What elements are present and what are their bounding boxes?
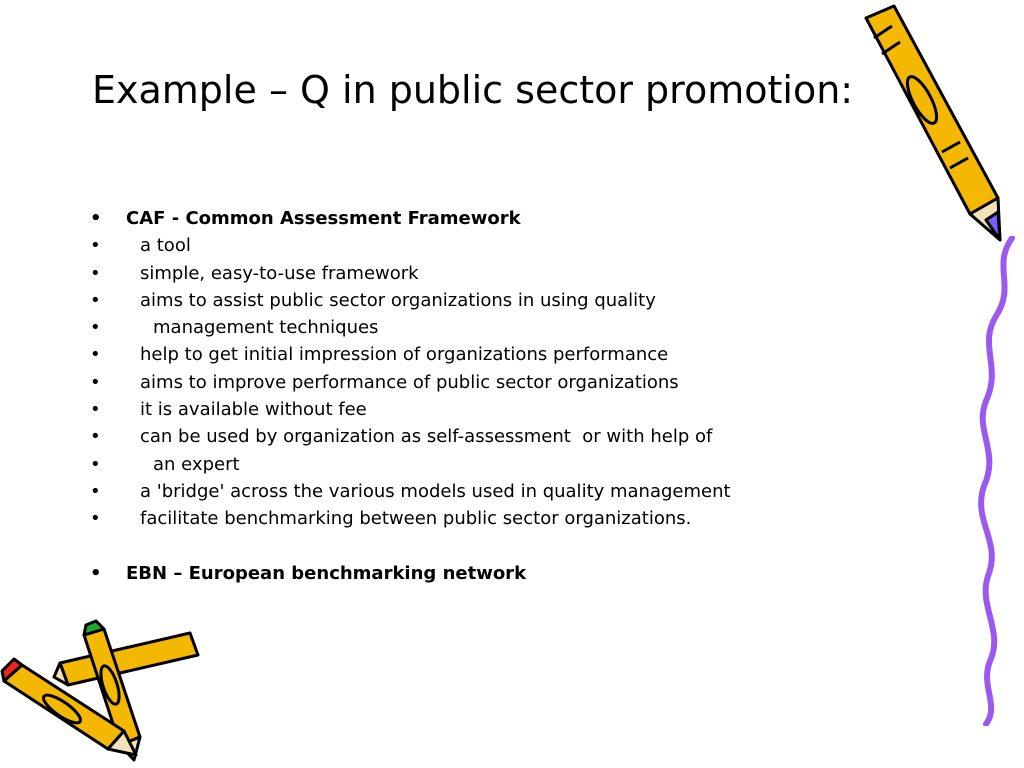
bullet-list [86, 205, 866, 587]
bullet-item: • a tool [86, 232, 866, 259]
bullet-item: • can be used by organization as self-assessment or with help of [86, 423, 866, 450]
pencil-top-right-icon [862, 2, 1012, 247]
squiggle-decoration [972, 236, 1020, 726]
bullet-spacer [86, 533, 866, 560]
bullet-item: • aims to assist public sector organizations in using quality [86, 287, 866, 314]
bullet-item: • simple, easy-to-use framework [86, 260, 866, 287]
bullet-heading-ebn: • EBN – European benchmarking network [86, 560, 866, 587]
bullet-item: • a 'bridge' across the various models used in quality management [86, 478, 866, 505]
pencils-bottom-left-icon [0, 615, 210, 765]
bullet-item-continued: • management techniques [86, 314, 866, 341]
slide-title: Example – Q in public sector promotion: [92, 68, 854, 112]
bullet-item: • aims to improve performance of public sector organizations [86, 369, 866, 396]
bullet-heading-caf: • CAF - Common Assessment Framework [86, 205, 866, 232]
bullet-item: • help to get initial impression of organizations performance [86, 341, 866, 368]
bullet-item: • it is available without fee [86, 396, 866, 423]
bullet-item: • facilitate benchmarking between public sector organizations. [86, 505, 866, 532]
bullet-item-continued: • an expert [86, 451, 866, 478]
